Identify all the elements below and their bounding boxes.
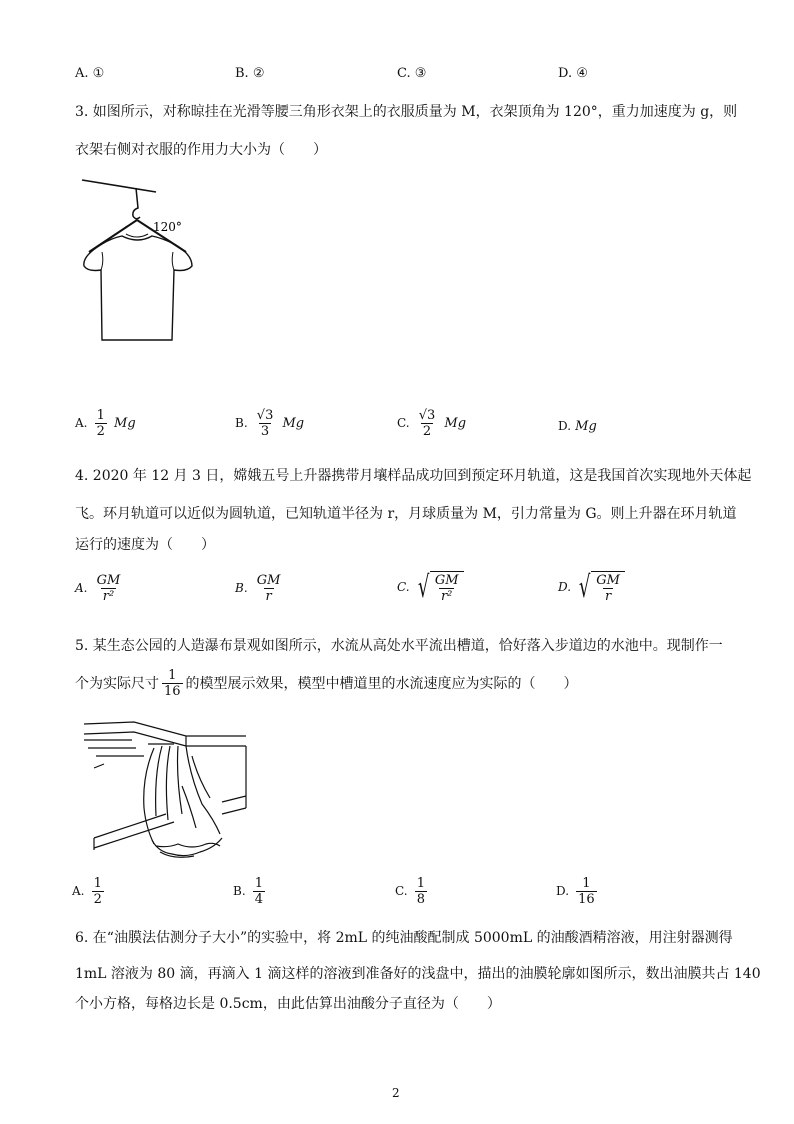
q4-stem-line1: 4. 2020 年 12 月 3 日，嫦娥五号上升器携带月壤样品成功回到预定环月轨道，这是我国首次实现地外天体起 xyxy=(75,468,752,484)
q4-option-a: A. $\frac{GM}{\text{r²}}$ xyxy=(75,573,121,604)
q5-option-d: D. $\frac{1}{16}$ xyxy=(556,876,595,907)
q3-option-c: C. $\frac{√3}{2}$ Mg xyxy=(397,408,467,439)
q4-stem-line3: 运行的速度为（ ） xyxy=(75,537,215,553)
prev-option-c: C. ③ xyxy=(397,66,427,81)
q3-option-b: B. $\frac{√3}{3}$ Mg xyxy=(235,408,305,439)
prev-option-b: B. ② xyxy=(235,66,265,81)
q5-option-b: B. $\frac{1}{4}$ xyxy=(233,876,264,907)
waterfall-drawing xyxy=(74,716,254,866)
q3-option-a: A. $\frac{1}{2}$ Mg xyxy=(75,408,136,439)
q4-option-d: D. √ $\frac{GM}{r}$ xyxy=(558,571,625,604)
prev-option-d: D. ④ xyxy=(558,66,588,81)
q5-option-a: A. $\frac{1}{2}$ xyxy=(72,876,102,907)
sqrt-symbol: √ $\frac{GM}{\text{r²}}$ xyxy=(414,571,464,604)
q5-option-c: C. $\frac{1}{8}$ xyxy=(395,876,425,907)
q3-hanger-figure xyxy=(74,174,214,344)
q4-stem-line2: 飞。环月轨道可以近似为圆轨道，已知轨道半径为 r，月球质量为 M，引力常量为 G。则上升器在环月轨道 xyxy=(75,506,737,522)
prev-option-a: A. ① xyxy=(75,66,105,81)
q3-stem-line2: 衣架右侧对衣服的作用力大小为（ ） xyxy=(75,142,327,158)
q6-stem-line3: 个小方格，每格边长是 0.5cm，由此估算出油酸分子直径为（ ） xyxy=(75,996,501,1012)
q6-stem-line2: 1mL 溶液为 80 滴，再滴入 1 滴这样的溶液到准备好的浅盘中，描出的油膜轮廓如图所示，数出油膜共占 140 xyxy=(75,966,761,982)
q4-option-c: C. √ $\frac{GM}{\text{r²}}$ xyxy=(397,571,464,604)
q5-waterfall-figure xyxy=(74,716,254,866)
q3-option-d: D. Mg xyxy=(558,419,597,434)
page-number: 2 xyxy=(392,1086,400,1100)
q3-stem-line1: 3. 如图所示，对称晾挂在光滑等腰三角形衣架上的衣服质量为 M，衣架顶角为 120°，重力加速度为 g，则 xyxy=(75,104,738,120)
q3-angle-label: 120° xyxy=(153,220,182,234)
q4-option-b: B. $\frac{GM}{r}$ xyxy=(235,573,281,604)
sqrt-symbol: √ $\frac{GM}{r}$ xyxy=(575,571,625,604)
q5-stem-line2: 个为实际尺寸 $\frac{1}{16}$ 的模型展示效果，模型中槽道里的水流速度应为实际的（ ） xyxy=(75,668,578,699)
q6-stem-line1: 6. 在“油膜法估测分子大小”的实验中，将 2mL 的纯油酸配制成 5000mL 的油酸酒精溶液，用注射器测得 xyxy=(75,930,733,946)
hanger-shirt-drawing xyxy=(74,174,214,344)
q5-stem-line1: 5. 某生态公园的人造瀑布景观如图所示，水流从高处水平流出槽道，恰好落入步道边的水池中。现制作一 xyxy=(75,638,723,654)
